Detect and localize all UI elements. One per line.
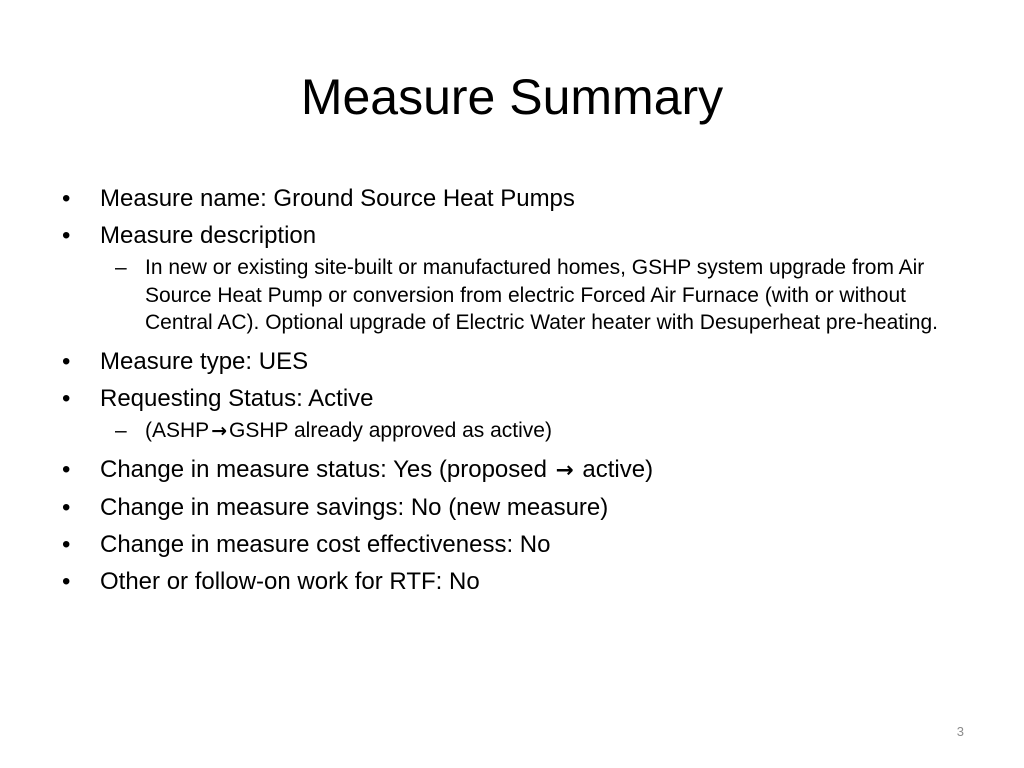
slide-title: Measure Summary bbox=[300, 69, 724, 125]
page-number: 3 bbox=[956, 724, 964, 739]
bullet-text: Requesting Status: Active bbox=[100, 384, 374, 412]
bullet-requesting-status bbox=[62, 380, 962, 417]
bullet-change-savings bbox=[62, 489, 962, 526]
bullet-icon: • bbox=[62, 185, 71, 212]
bullet-icon: • bbox=[62, 456, 71, 483]
bullet-text: Measure name: Ground Source Heat Pumps bbox=[100, 185, 575, 212]
sub-bullet-text-start: (ASHP bbox=[145, 418, 210, 442]
bullet-change-status bbox=[62, 451, 962, 489]
sub-bullet-text-end: GSHP already approved as active) bbox=[229, 418, 552, 442]
bullet-text-end: active) bbox=[582, 456, 654, 483]
bullet-text: Measure description bbox=[100, 222, 317, 249]
bullet-text: Change in measure savings: No (new measure) bbox=[100, 494, 609, 521]
bullet-measure-type bbox=[62, 343, 962, 380]
right-arrow-icon: → bbox=[555, 458, 574, 483]
bullet-icon: • bbox=[62, 494, 71, 521]
bullet-follow-on bbox=[62, 563, 962, 600]
bullet-list bbox=[62, 180, 962, 600]
dash-icon: – bbox=[115, 418, 127, 442]
right-arrow-icon: → bbox=[211, 419, 228, 442]
bullet-icon: • bbox=[62, 568, 71, 595]
bullet-icon: • bbox=[62, 347, 71, 375]
bullet-icon: • bbox=[62, 531, 71, 558]
bullet-text: Change in measure cost effectiveness: No bbox=[100, 531, 551, 558]
bullet-text: Other or follow-on work for RTF: No bbox=[100, 568, 480, 595]
sub-bullet-description-detail bbox=[62, 254, 962, 337]
bullet-icon: • bbox=[62, 384, 71, 412]
bullet-measure-name bbox=[62, 180, 962, 217]
bullet-text-start: Change in measure status: Yes (proposed bbox=[100, 456, 547, 483]
bullet-change-cost bbox=[62, 526, 962, 563]
dash-icon: – bbox=[115, 256, 127, 279]
bullet-icon: • bbox=[62, 222, 71, 249]
sub-bullet-text: In new or existing site-built or manufactured homes, GSHP system upgrade from Air Source Heat Pump or conversion from electric Forced Air Furnace (with or without Central AC). Optional upgrade of Electric Water heater with Desuperheat pre-heating. bbox=[145, 256, 938, 334]
bullet-measure-description bbox=[62, 217, 962, 254]
bullet-text: Measure type: UES bbox=[100, 347, 309, 375]
sub-bullet-status-note bbox=[62, 417, 962, 446]
